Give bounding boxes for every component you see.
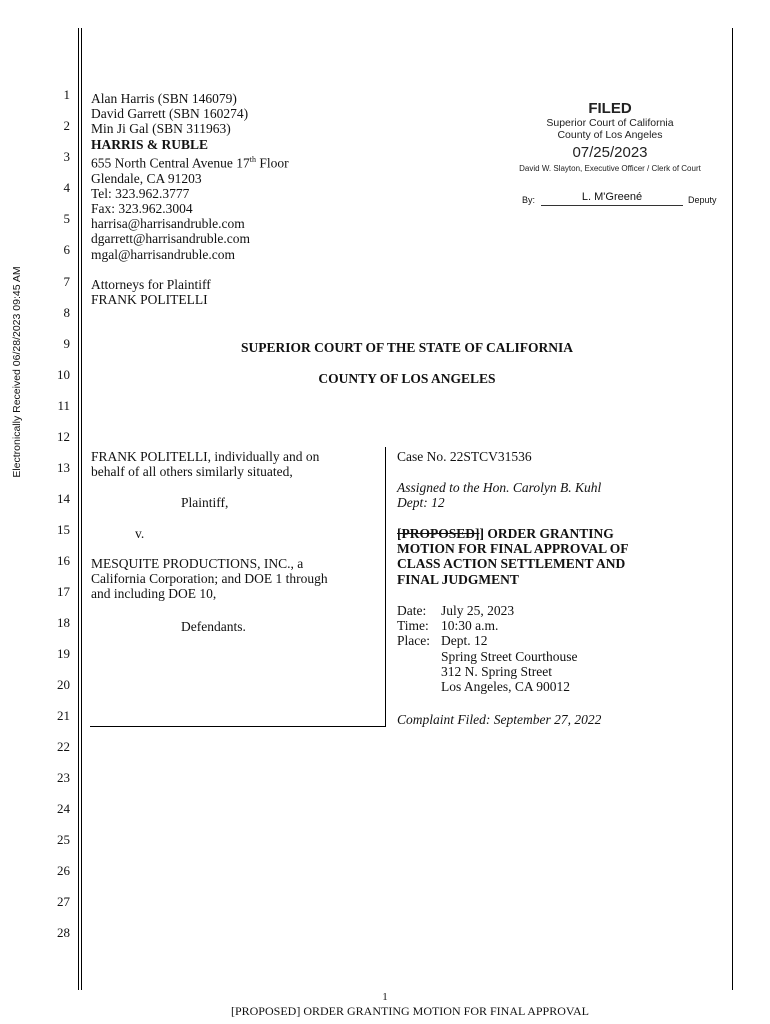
attorney-name: David Garrett (SBN 160274) xyxy=(91,106,249,122)
address-floor: Floor xyxy=(255,155,289,171)
caption-parties xyxy=(91,449,381,479)
line-number: 11 xyxy=(57,398,70,413)
line-number: 19 xyxy=(57,646,70,661)
place-line: Dept. 12 xyxy=(441,633,488,649)
line-number: 28 xyxy=(57,925,70,940)
line-number: 1 xyxy=(63,87,70,102)
line-number: 5 xyxy=(63,211,70,226)
line-number: 22 xyxy=(57,739,70,754)
line-number: 12 xyxy=(57,429,70,444)
assigned-dept: Dept: 12 xyxy=(397,495,445,511)
line-number: 24 xyxy=(57,801,70,816)
place-line: Los Angeles, CA 90012 xyxy=(441,679,571,695)
hearing-date: July 25, 2023 xyxy=(441,603,515,618)
firm-address xyxy=(91,152,451,171)
line-number: 7 xyxy=(63,274,70,289)
line-number: 13 xyxy=(57,460,70,475)
time-label: Time: xyxy=(397,618,429,634)
hearing-info xyxy=(397,603,578,694)
filed-court: Superior Court of California xyxy=(546,117,674,129)
deputy-name: L. M'Greené xyxy=(581,191,643,203)
defendant-block xyxy=(91,556,381,602)
line-number: 21 xyxy=(57,708,70,723)
left-margin-rule-outer xyxy=(78,28,79,990)
line-number: 14 xyxy=(57,491,70,506)
line-number: 2 xyxy=(63,118,70,133)
plaintiff-line: FRANK POLITELLI, individually and on xyxy=(91,449,320,464)
attorneys-for-label: Attorneys for Plaintiff xyxy=(91,277,211,292)
line-number: 17 xyxy=(57,584,70,599)
document-title-line: CLASS ACTION SETTLEMENT AND xyxy=(397,556,626,572)
line-number: 8 xyxy=(63,305,70,320)
filed-title: FILED xyxy=(588,100,632,117)
filed-clerk: David W. Slayton, Executive Officer / Clerk of Court xyxy=(519,164,701,173)
plaintiff-label: Plaintiff, xyxy=(181,495,229,510)
filed-county: County of Los Angeles xyxy=(557,129,663,141)
place-line: Spring Street Courthouse xyxy=(441,648,578,664)
date-label: Date: xyxy=(397,603,427,618)
place-label: Place: xyxy=(397,633,430,649)
defendant-line: California Corporation; and DOE 1 through xyxy=(91,571,328,587)
law-firm-name: HARRIS & RUBLE xyxy=(91,136,209,152)
footer-title: [PROPOSED] ORDER GRANTING MOTION FOR FINAL APPROVAL xyxy=(230,1004,590,1018)
left-margin-rule-inner xyxy=(81,28,82,990)
caption-vertical-rule xyxy=(385,447,386,727)
place-line: 312 N. Spring Street xyxy=(441,663,552,679)
line-number: 23 xyxy=(57,770,70,785)
attorney-name: Min Ji Gal (SBN 311963) xyxy=(91,121,231,137)
filed-deputy-label: Deputy xyxy=(688,195,717,205)
filed-by-label: By: xyxy=(522,195,536,205)
line-number: 20 xyxy=(57,677,70,692)
line-number: 26 xyxy=(57,863,70,878)
filed-deputy-signature xyxy=(541,190,683,206)
versus-label: v. xyxy=(135,526,145,541)
line-number: 27 xyxy=(57,894,70,909)
assigned-judge-block xyxy=(397,480,601,510)
line-number: 4 xyxy=(63,180,70,195)
attorneys-for-block xyxy=(91,277,211,307)
filed-stamp xyxy=(480,100,740,175)
complaint-filed: Complaint Filed: September 27, 2022 xyxy=(397,712,602,727)
line-number: 16 xyxy=(57,553,70,568)
proposed-struck: [PROPOSED] xyxy=(397,526,480,541)
contact-line: mgal@harrisandruble.com xyxy=(91,246,236,262)
attorney-block xyxy=(91,91,451,262)
contact-line: harrisa@harrisandruble.com xyxy=(91,216,245,232)
address-ordinal: th xyxy=(249,154,256,164)
line-number: 6 xyxy=(63,242,70,257)
defendant-line: MESQUITE PRODUCTIONS, INC., a xyxy=(91,556,304,571)
filed-date: 07/25/2023 xyxy=(572,144,648,161)
contact-line: dgarrett@harrisandruble.com xyxy=(91,231,250,247)
court-title: SUPERIOR COURT OF THE STATE OF CALIFORNIA xyxy=(240,340,574,355)
address-street: 655 North Central Avenue 17 xyxy=(91,155,250,171)
case-number: Case No. 22STCV31536 xyxy=(397,449,532,464)
plaintiff-line: behalf of all others similarly situated, xyxy=(91,464,293,480)
client-name: FRANK POLITELLI xyxy=(91,292,208,308)
line-number: 9 xyxy=(63,336,70,351)
document-title xyxy=(397,526,727,587)
assigned-judge: Assigned to the Hon. Carolyn B. Kuhl xyxy=(397,480,602,495)
defendant-label: Defendants. xyxy=(181,619,246,634)
line-number: 18 xyxy=(57,615,70,630)
line-number: 10 xyxy=(57,367,70,382)
document-title-line: MOTION FOR FINAL APPROVAL OF xyxy=(397,541,629,557)
attorney-name: Alan Harris (SBN 146079) xyxy=(91,91,237,106)
line-number: 3 xyxy=(63,149,70,164)
court-county: COUNTY OF LOS ANGELES xyxy=(318,371,496,386)
defendant-line: and including DOE 10, xyxy=(91,586,217,602)
hearing-time: 10:30 a.m. xyxy=(441,618,499,634)
line-number: 25 xyxy=(57,832,70,847)
contact-line: Glendale, CA 91203 xyxy=(91,170,202,186)
contact-line: Tel: 323.962.3777 xyxy=(91,185,190,201)
caption-bottom-rule xyxy=(90,726,386,727)
electronic-receipt-stamp: Electronically Received 06/28/2023 09:45 AM xyxy=(11,266,23,478)
page-number: 1 xyxy=(382,991,388,1003)
line-number: 15 xyxy=(57,522,70,537)
document-title-line: ] ORDER GRANTING xyxy=(479,526,614,541)
contact-line: Fax: 323.962.3004 xyxy=(91,200,193,216)
document-title-line: FINAL JUDGMENT xyxy=(397,571,519,587)
